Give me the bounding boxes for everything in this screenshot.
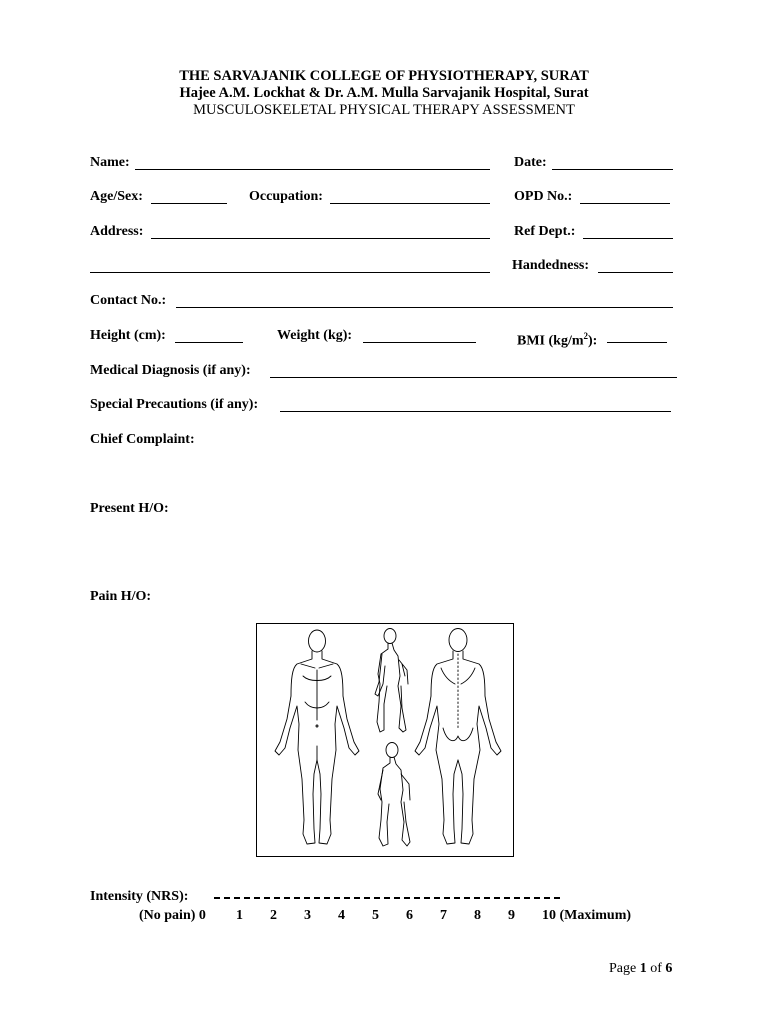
pain-history-heading: Pain H/O: (90, 589, 152, 604)
form-title: MUSCULOSKELETAL PHYSICAL THERAPY ASSESSMENT (193, 102, 575, 118)
intensity-label: Intensity (NRS): (90, 889, 189, 904)
name-field[interactable] (135, 169, 490, 170)
bmi-label-exponent: 2 (583, 331, 588, 341)
handedness-label: Handedness: (512, 258, 590, 273)
weight-field[interactable] (363, 342, 476, 343)
ref-dept-field[interactable] (583, 238, 673, 239)
opd-no-label: OPD No.: (514, 189, 573, 204)
occupation-field[interactable] (330, 203, 490, 204)
ref-dept-label: Ref Dept.: (514, 224, 576, 239)
intensity-option-2[interactable]: 2 (270, 908, 277, 923)
anterior-body-outline (275, 630, 359, 844)
hospital-name: Hajee A.M. Lockhat & Dr. A.M. Mulla Sarvajanik Hospital, Surat (179, 85, 589, 101)
chief-complaint-heading: Chief Complaint: (90, 432, 195, 447)
medical-diagnosis-field[interactable] (270, 377, 677, 378)
intensity-max-10[interactable]: 10 (Maximum) (542, 908, 632, 923)
height-field[interactable] (175, 342, 243, 343)
intensity-option-5[interactable]: 5 (372, 908, 379, 923)
page-word: Page (609, 961, 637, 976)
intensity-option-4[interactable]: 4 (338, 908, 345, 923)
page-number (609, 961, 672, 977)
occupation-label: Occupation: (249, 189, 323, 204)
opd-no-field[interactable] (580, 203, 670, 204)
college-name: THE SARVAJANIK COLLEGE OF PHYSIOTHERAPY, SURAT (179, 68, 589, 84)
lateral-body-outline-upper (375, 629, 408, 733)
bmi-label-prefix: BMI (kg/m (517, 333, 584, 349)
date-label: Date: (514, 155, 547, 170)
special-precautions-field[interactable] (280, 411, 671, 412)
medical-diagnosis-label: Medical Diagnosis (if any): (90, 363, 251, 378)
intensity-no-pain-0[interactable]: (No pain) 0 (139, 908, 206, 923)
age-sex-field[interactable] (151, 203, 227, 204)
address-line-2-field[interactable] (90, 272, 490, 273)
height-label: Height (cm): (90, 328, 166, 343)
name-label: Name: (90, 155, 130, 170)
intensity-option-3[interactable]: 3 (304, 908, 311, 923)
intensity-option-6[interactable]: 6 (406, 908, 413, 923)
present-history-heading: Present H/O: (90, 501, 169, 516)
lateral-body-outline-lower (378, 743, 410, 847)
current-page: 1 (639, 961, 647, 976)
body-chart-drawing (257, 624, 513, 856)
address-field[interactable] (151, 238, 490, 239)
posterior-body-outline (415, 629, 501, 845)
address-label: Address: (90, 224, 144, 239)
bmi-label (517, 328, 597, 350)
contact-no-label: Contact No.: (90, 293, 167, 308)
bmi-label-suffix: ): (588, 333, 598, 349)
of-word: of (650, 961, 662, 976)
intensity-scale-line (214, 897, 560, 899)
body-chart[interactable] (256, 623, 514, 857)
intensity-option-9[interactable]: 9 (508, 908, 515, 923)
intensity-option-8[interactable]: 8 (474, 908, 481, 923)
age-sex-label: Age/Sex: (90, 189, 143, 204)
total-pages: 6 (665, 961, 673, 976)
bmi-field[interactable] (607, 342, 667, 343)
special-precautions-label: Special Precautions (if any): (90, 397, 259, 412)
intensity-option-7[interactable]: 7 (440, 908, 447, 923)
intensity-option-1[interactable]: 1 (236, 908, 243, 923)
weight-label: Weight (kg): (277, 328, 353, 343)
handedness-field[interactable] (598, 272, 673, 273)
contact-no-field[interactable] (176, 307, 673, 308)
date-field[interactable] (552, 169, 673, 170)
